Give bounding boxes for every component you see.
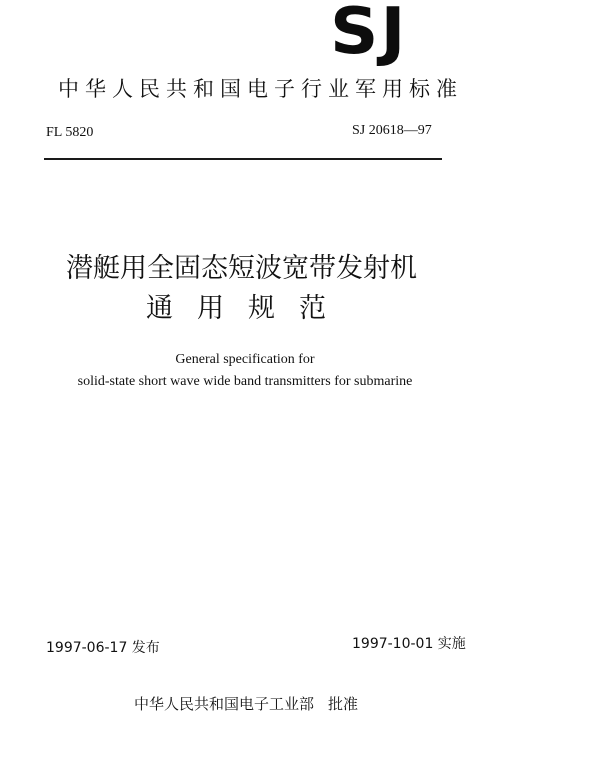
title-chinese-line-2: 通用规范 <box>146 293 350 324</box>
sj-logo: SJ <box>330 0 408 69</box>
implementation-date: 1997-10-01 实施 <box>352 636 466 652</box>
approval-action: 批准 <box>328 695 359 713</box>
header-divider <box>44 158 442 160</box>
approval-line <box>134 694 358 714</box>
standard-number: SJ 20618—97 <box>352 123 432 138</box>
issue-date: 1997-06-17 发布 <box>46 640 160 656</box>
classification-code: FL 5820 <box>46 125 94 140</box>
title-english-line-2: solid-state short wave wide band transmitters for submarine <box>77 374 413 389</box>
approving-authority: 中华人民共和国电子工业部 <box>134 695 315 713</box>
title-english-line-1: General specification for <box>175 352 315 367</box>
title-chinese-line-1: 潜艇用全固态短波宽带发射机 <box>66 253 417 284</box>
standard-category-header: 中华人民共和国电子行业军用标准 <box>58 77 463 101</box>
